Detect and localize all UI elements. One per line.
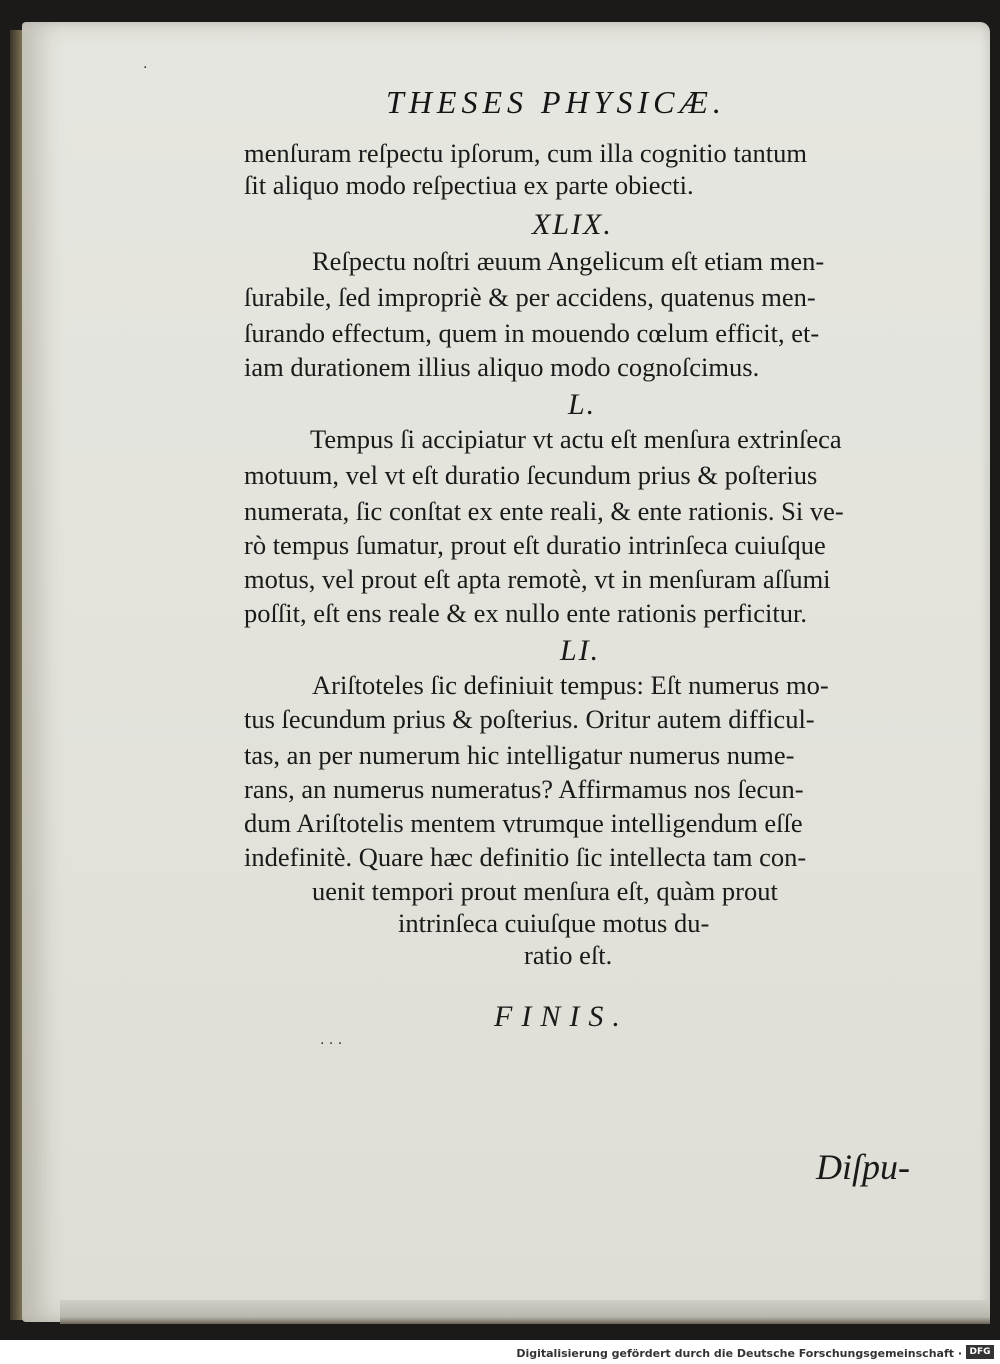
text-line: dum Ariſtotelis mentem vtrumque intelligendum eſſe <box>244 808 803 838</box>
text-line: ſit aliquo modo reſpectiua ex parte obiecti. <box>244 170 694 200</box>
text-line: motuum, vel vt eſt duratio ſecundum prius & poſterius <box>244 460 818 490</box>
text-line: ſurabile, ſed impropriè & per accidens, quatenus men- <box>244 282 816 312</box>
text-line: Ariſtoteles ſic definiuit tempus: Eſt numerus mo- <box>312 670 829 700</box>
text-line: rans, an numerus numeratus? Affirmamus nos ſecun- <box>244 774 804 804</box>
section-numeral: XLIX. <box>532 208 613 241</box>
text-line: poſſit, eſt ens reale & ex nullo ente rationis perficitur. <box>244 598 807 628</box>
text-line: indefinitè. Quare hæc definitio ſic intellecta tam con- <box>244 842 807 872</box>
running-title: THESES PHYSICÆ. <box>386 84 726 120</box>
text-line: intrinſeca cuiuſque motus du- <box>398 908 710 938</box>
text-line: motus, vel prout eſt apta remotè, vt in menſuram aſſumi <box>244 564 831 594</box>
text-line: iam durationem illius aliquo modo cognoſcimus. <box>244 352 760 382</box>
text-line: Reſpectu noſtri æuum Angelicum eſt etiam men- <box>312 246 825 276</box>
dfg-logo-icon: DFG <box>966 1345 994 1359</box>
text-line: numerata, ſic conſtat ex ente reali, & ente rationis. Si ve- <box>244 496 844 526</box>
catchword: Diſpu- <box>816 1147 910 1187</box>
funding-notice: Digitalisierung gefördert durch die Deutsche Forschungsgemeinschaft · <box>516 1347 962 1360</box>
text-line: ratio eſt. <box>524 940 613 970</box>
text-line: Tempus ſi accipiatur vt actu eſt menſura extrinſeca <box>310 424 842 454</box>
text-line: tas, an per numerum hic intelligatur numerus nume- <box>244 740 795 770</box>
section-numeral: LI. <box>560 634 601 667</box>
finis-label: FINIS. <box>494 1000 629 1033</box>
text-line: ſurando effectum, quem in mouendo cœlum efficit, et- <box>244 318 820 348</box>
scan-mark: · <box>143 60 148 76</box>
page-bottom-edge <box>60 1300 990 1324</box>
text-line: menſuram reſpectu ipſorum, cum illa cognitio tantum <box>244 138 807 168</box>
text-line: rò tempus ſumatur, prout eſt duratio intrinſeca cuiuſque <box>244 530 826 560</box>
scan-mark: · · · <box>320 1036 343 1052</box>
text-line: uenit tempori prout menſura eſt, quàm prout <box>312 876 778 906</box>
text-line: tus ſecundum prius & poſterius. Oritur autem difficul- <box>244 704 815 734</box>
section-numeral: L. <box>568 388 597 421</box>
